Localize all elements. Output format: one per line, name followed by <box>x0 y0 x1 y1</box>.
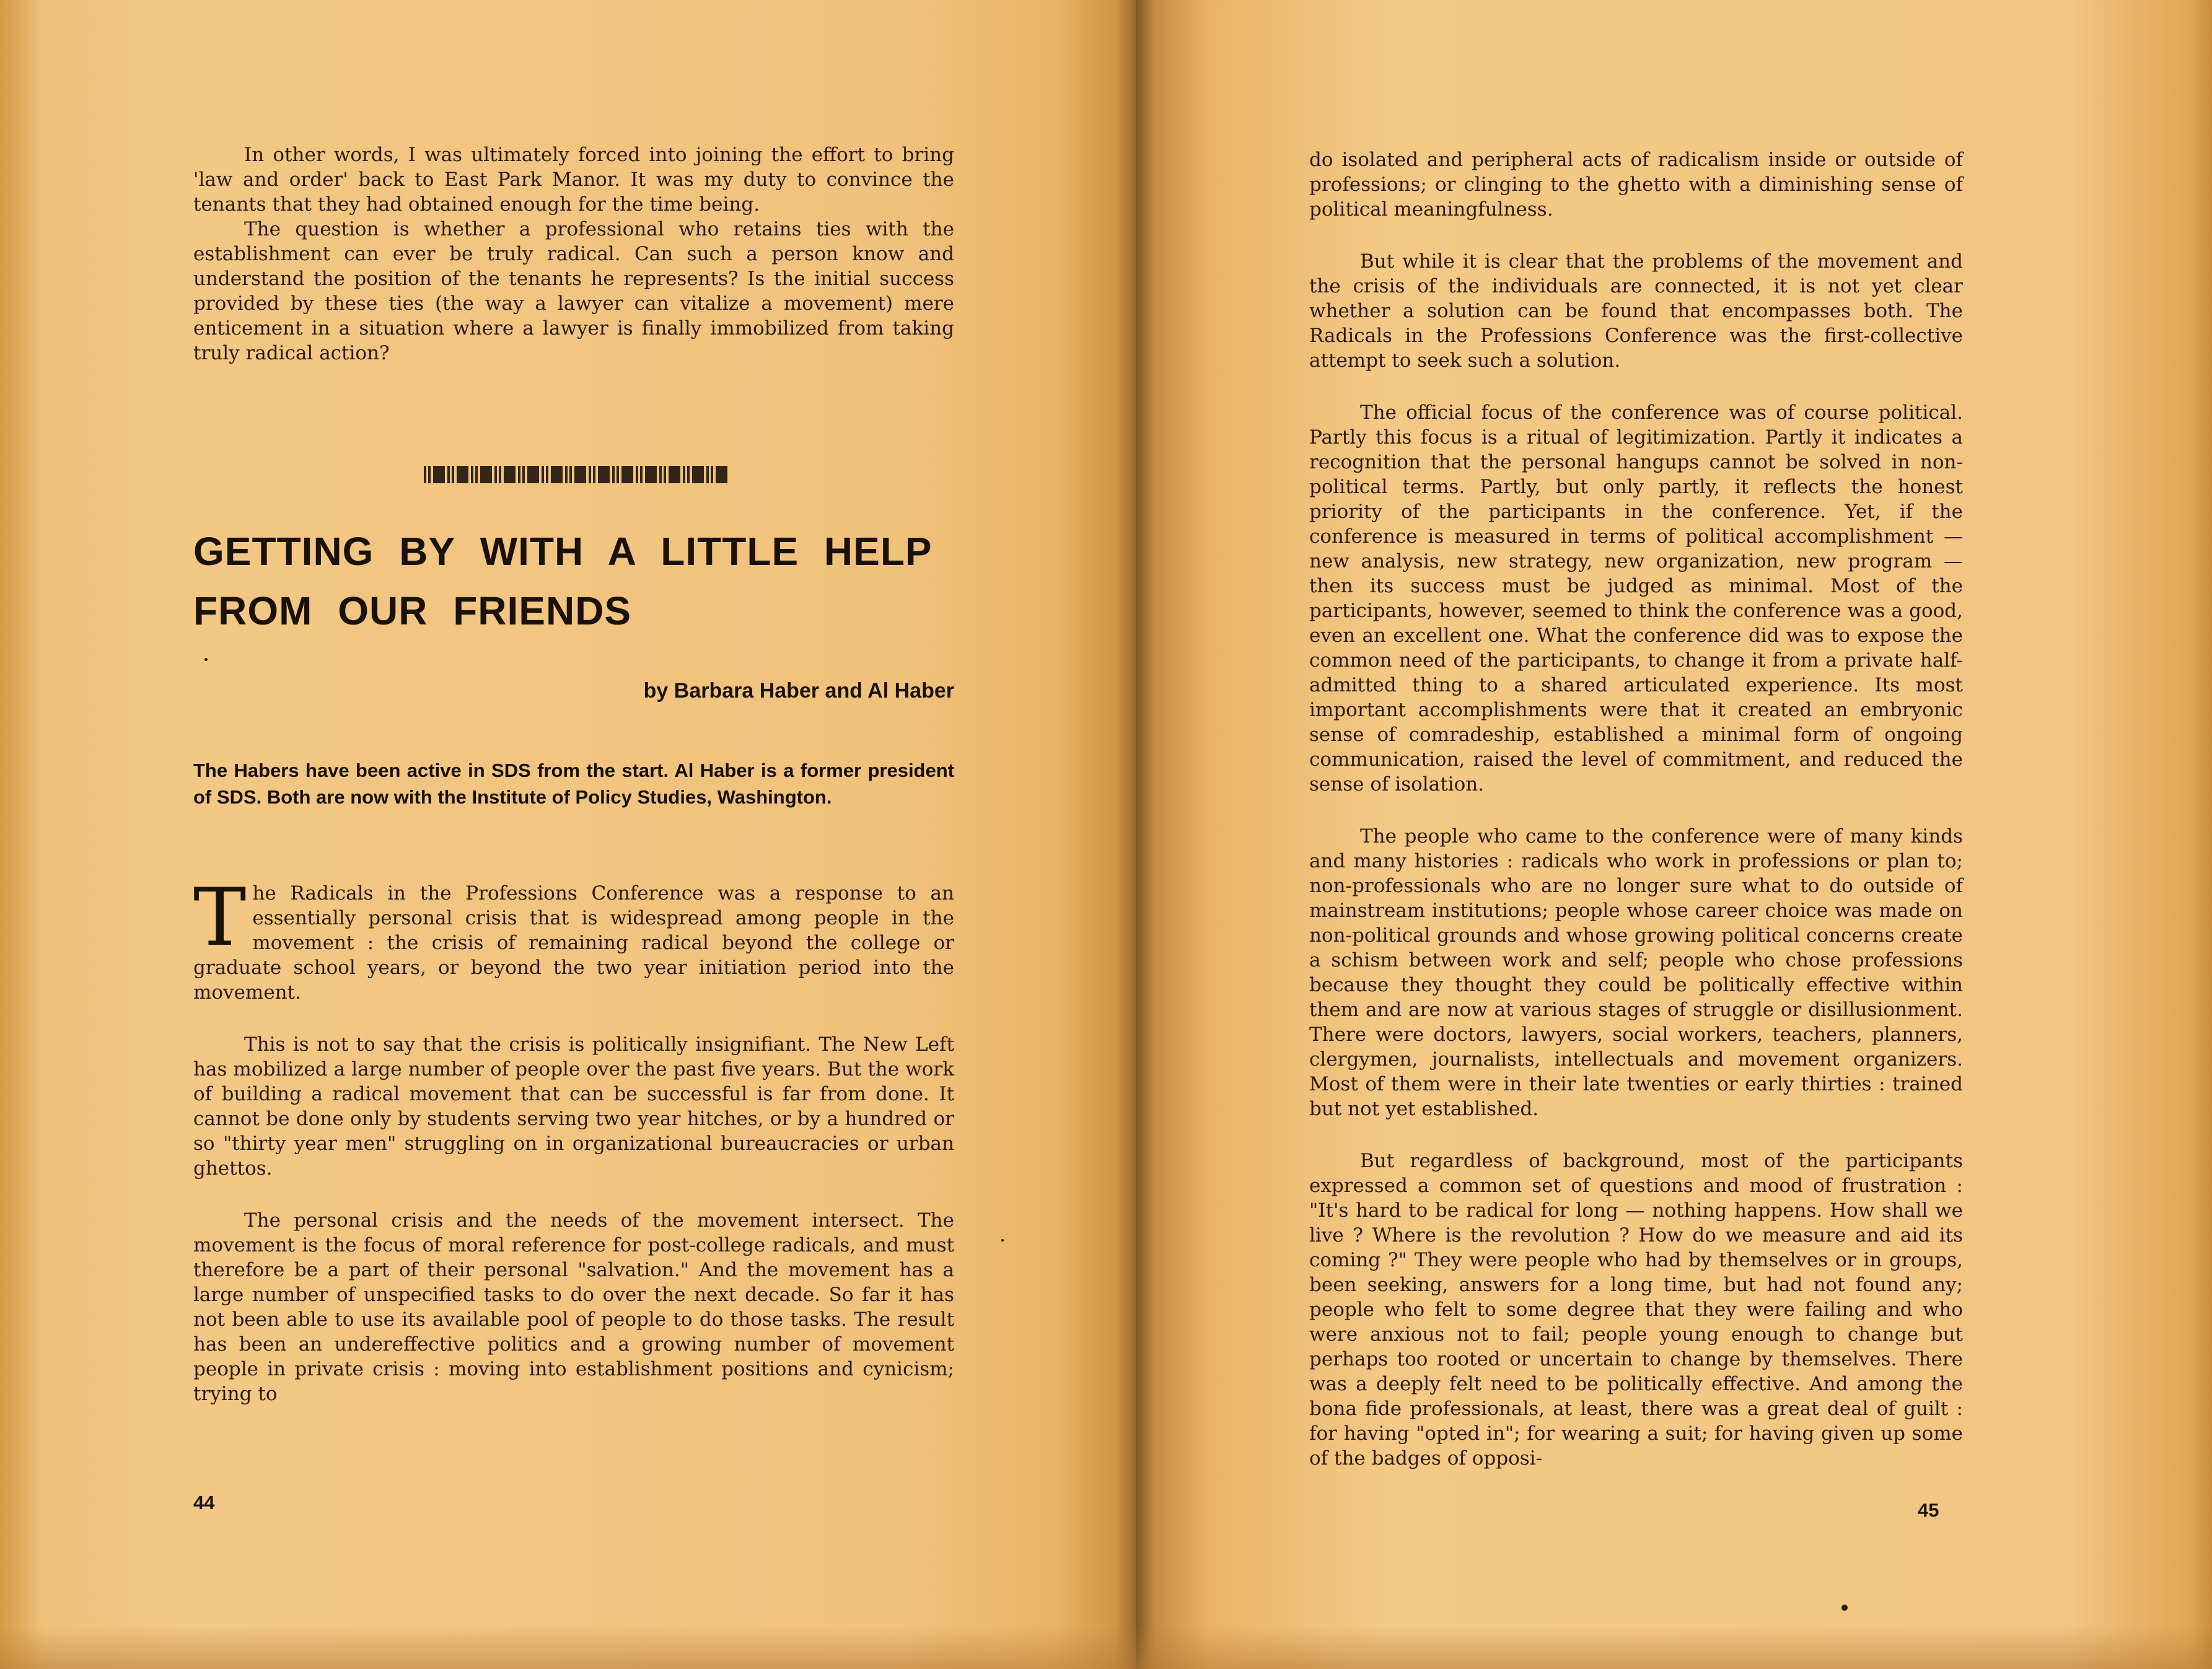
right-paragraph-5: But regardless of background, most of the participants expressed a common set of questions and mood of frustration : "It's hard to be radical for long — nothing happens. How shall we live ? Where is the revolution ? How do we measure and aid its coming ?" They were people who had by themselves or in groups, been seeking, answers for a long time, but had not found any; people who felt to some degree that they were failing and who were anxious not to fail; people young enough to change but perhaps too rooted or uncertain to change by themselves. There was a deeply felt need to be politically effective. And among the bona fide professionals, at least, there was a great deal of guilt : for having "opted in"; for wearing a suit; for having given up some of the badges of opposi- <box>1309 1150 1963 1470</box>
author-intro: The Habers have been active in SDS from the start. Al Haber is a former president of SDS. Both are now with the Institute of Policy Studies, Washington. <box>193 760 954 808</box>
speck <box>1001 1239 1004 1242</box>
page-edge-shadow <box>0 1626 1136 1669</box>
body-paragraph-1: This is not to say that the crisis is politically insignifiant. The New Left has mobilized a large number of people over the past five years. But the work of building a radical movement that can be successful is far from done. It cannot be done only by students serving two year hitches, or by a hundred or so "thirty year men" struggling on in organizational bureaucracies or urban ghettos. <box>193 1033 954 1180</box>
drop-cap: T <box>193 872 247 964</box>
article-title-line-2: FROM OUR FRIENDS <box>193 589 632 633</box>
right-body-text <box>1309 147 1963 1471</box>
article-title <box>193 522 999 641</box>
page-edge-shadow-right <box>1136 1626 2212 1669</box>
left-paragraph-1: In other words, I was ultimately forced into joining the effort to bring 'law and order' back to East Park Manor. It was my duty to convince the tenants that they had obtained enough for the time being. <box>193 144 954 216</box>
body-paragraph-2: The personal crisis and the needs of the movement intersect. The movement is the focus of moral reference for post-college radicals, and must therefore be a part of their personal "salvation." And the movement has a large number of unspecified tasks to do over the next decade. So far it has not been able to use its available pool of people to do those tasks. The result has been an undereffective politics and a growing number of movement people in private crisis : moving into establishment positions and cynicism; trying to <box>193 1209 954 1405</box>
right-paragraph-3: The official focus of the conference was of course political. Partly this focus is a ritual of legitimization. Partly it indicates a recognition that the personal hangups cannot be solved in non-political terms. Partly, but only partly, it reflects the honest priority of the participants in the conference. Yet, if the conference is measured in terms of political accomplishment — new analysis, new strategy, new organization, new program — then its success must be judged as minimal. Most of the participants, however, seemed to think the conference was a good, even an excellent one. What the conference did was to expose the common need of the participants, to change it from a private half-admitted thing to a shared articulated experience. Its most important accomplishments were that it created an embryonic sense of comradeship, established a minimal form of ongoing communication, raised the level of commitment, and reduced the sense of isolation. <box>1309 401 1963 795</box>
page-number-right: 45 <box>1918 1499 1939 1521</box>
page-number-left: 44 <box>193 1492 215 1513</box>
opening-paragraph <box>193 872 954 1005</box>
byline: by Barbara Haber and Al Haber <box>643 679 954 703</box>
left-paragraph-2: The question is whether a professional who retains ties with the establishment can ever be truly radical. Can such a person know and understand the position of the tenants he represents? Is the initial success provided by these ties (the way a lawyer can vitalize a movement) mere enticement in a situation where a lawyer is finally immobilized from taking truly radical action? <box>193 218 954 364</box>
speck <box>1841 1605 1848 1611</box>
right-paragraph-1: do isolated and peripheral acts of radicalism inside or outside of professions; or clinging to the ghetto with a diminishing sense of political meaningfulness. <box>1309 149 1963 221</box>
right-paragraph-2: But while it is clear that the problems of the movement and the crisis of the individuals are connected, it is not yet clear whether a solution can be found that encompasses both. The Radicals in the Professions Conference was the first-collective attempt to seek such a solution. <box>1309 250 1963 372</box>
left-top-text <box>193 142 954 366</box>
right-paragraph-4: The people who came to the conference were of many kinds and many histories : radicals who work in professions or plan to; non-professionals who are no longer sure what to do outside of mainstream institutions; people whose career choice was made on non-political grounds and whose growing political concerns create a schism between work and self; people who chose professions because they thought they could be politically effective within them and are now at various stages of struggle or disillusionment. There were doctors, lawyers, social workers, teachers, planners, clergymen, journalists, intellectuals and movement organizers. Most of them were in their late twenties or early thirties : trained but not yet established. <box>1309 825 1963 1120</box>
article-title-line-1: GETTING BY WITH A LITTLE HELP <box>193 529 933 574</box>
left-body-text <box>193 872 954 1406</box>
speck <box>204 658 208 661</box>
opening-paragraph-text: he Radicals in the Professions Conference was a response to an essentially personal crisis that is widespread among people in the movement : the crisis of remaining radical beyond the college or graduate school years, or beyond the two year initiation period into the movement. <box>193 882 954 1004</box>
ornamental-divider <box>424 466 727 483</box>
right-page <box>1136 0 2212 1669</box>
